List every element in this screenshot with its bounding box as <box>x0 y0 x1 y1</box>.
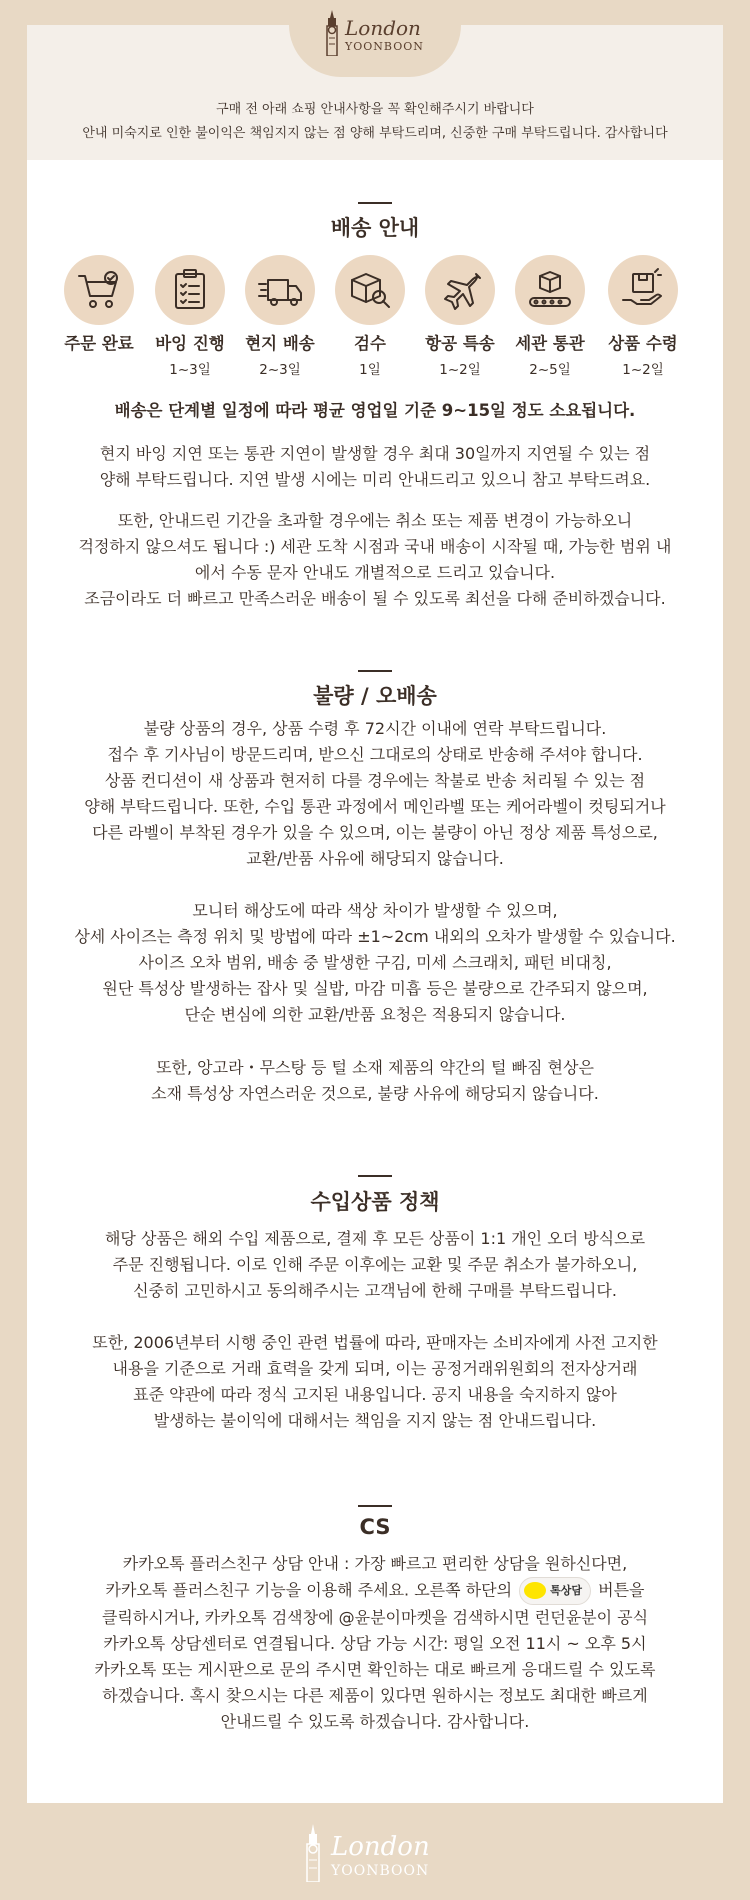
step-icon-circle <box>335 255 405 325</box>
step-duration: 1~2일 <box>439 362 481 378</box>
cs-line-with-button <box>40 1577 710 1605</box>
step-icon-circle <box>425 255 495 325</box>
delivery-truck-icon <box>256 266 304 314</box>
step-icon-circle <box>515 255 585 325</box>
kakao-bubble-icon <box>524 1582 546 1599</box>
import-title-bar <box>358 1175 392 1177</box>
top-logo <box>323 8 443 58</box>
step-receive <box>593 255 693 378</box>
text-line: 걱정하지 않으셔도 됩니다 :) 세관 도착 시점과 국내 배송이 시작될 때, 가능한 범위 내 <box>78 537 672 556</box>
text-line: 상품 컨디션이 새 상품과 현저히 다를 경우에는 착불로 반송 처리될 수 있는 점 <box>104 771 646 790</box>
defect-title: 불량 / 오배송 <box>313 684 437 708</box>
logo-caps-text: YOONBOON <box>345 40 424 53</box>
defect-paragraph-1 <box>40 716 710 872</box>
big-ben-icon <box>303 1824 323 1882</box>
text-line: 원단 특성상 발생하는 잡사 및 실밥, 마감 미흡 등은 불량으로 간주되지 않으며, <box>102 979 648 998</box>
notice-line-1: 구매 전 아래 쇼핑 안내사항을 꼭 확인해주시기 바랍니다 <box>216 102 534 117</box>
step-icon-circle <box>608 255 678 325</box>
step-duration: 2~5일 <box>529 362 571 378</box>
text-line: 다른 라벨이 부착된 경우가 있을 수 있으며, 이는 불량이 아닌 정상 제품 특성으로, <box>92 823 658 842</box>
shipping-title: 배송 안내 <box>330 216 420 240</box>
notice-line-2: 안내 미숙지로 인한 불이익은 책임지지 않는 점 양해 부탁드리며, 신중한 구매 부탁드립니다. 감사합니다 <box>82 126 668 141</box>
shipping-summary: 배송은 단계별 일정에 따라 평균 영업일 기준 9~15일 정도 소요됩니다. <box>114 401 636 420</box>
talk-button-label: 톡상담 <box>550 1584 583 1597</box>
bottom-logo <box>303 1822 443 1884</box>
kakao-talk-consult-button[interactable] <box>519 1577 591 1605</box>
text-line: 교환/반품 사유에 해당되지 않습니다. <box>246 849 504 868</box>
defect-title-bar <box>358 670 392 672</box>
airplane-icon <box>436 266 484 314</box>
step-buying <box>140 255 240 378</box>
text-line: 클릭하시거나, 카카오톡 검색창에 @윤분이마켓을 검색하시면 런던윤분이 공식 <box>101 1608 649 1627</box>
text-line: 해당 상품은 해외 수입 제품으로, 결제 후 모든 상품이 1:1 개인 오더 방식으로 <box>104 1229 646 1248</box>
step-duration: 2~3일 <box>259 362 301 378</box>
text-line: 접수 후 기사님이 방문드리며, 받으신 그대로의 상태로 반송해 주셔야 합니다. <box>107 745 643 764</box>
cs-title-bar <box>358 1505 392 1507</box>
import-title: 수입상품 정책 <box>310 1190 440 1214</box>
text-line: 안내드릴 수 있도록 하겠습니다. 감사합니다. <box>220 1712 530 1731</box>
text-line: 조금이라도 더 빠르고 만족스러운 배송이 될 수 있도록 최선을 다해 준비하겠습니다. <box>84 589 666 608</box>
cs-title: CS <box>359 1515 391 1539</box>
box-magnifier-icon <box>346 266 394 314</box>
hand-box-icon <box>619 266 667 314</box>
text-line: 소재 특성상 자연스러운 것으로, 불량 사유에 해당되지 않습니다. <box>151 1084 599 1103</box>
step-air-express <box>410 255 510 378</box>
step-icon-circle <box>155 255 225 325</box>
step-label: 항공 특송 <box>425 334 495 353</box>
defect-paragraph-3 <box>40 1055 710 1107</box>
logo-script-text: London <box>345 16 421 40</box>
text-line: 또한, 안내드린 기간을 초과할 경우에는 취소 또는 제품 변경이 가능하오니 <box>117 511 633 530</box>
text-line: 표준 약관에 따라 정식 고지된 내용입니다. 공지 내용을 숙지하지 않아 <box>133 1385 617 1404</box>
text-line: 카카오톡 플러스친구 상담 안내 : 가장 빠르고 편리한 상담을 원하신다면, <box>122 1554 628 1573</box>
defect-paragraph-2 <box>40 898 710 1028</box>
step-label: 주문 완료 <box>64 334 134 353</box>
step-order-complete <box>49 255 149 358</box>
text-line: 양해 부탁드립니다. 지연 발생 시에는 미리 안내드리고 있으니 참고 부탁드려요. <box>99 470 651 489</box>
text-segment: 버튼을 <box>598 1580 645 1600</box>
step-icon-circle <box>64 255 134 325</box>
step-duration: 1~2일 <box>622 362 664 378</box>
big-ben-icon <box>323 10 341 56</box>
text-line: 신중히 고민하시고 동의해주시는 고객님에 한해 구매를 부탁드립니다. <box>133 1281 617 1300</box>
text-segment: 카카오톡 플러스친구 기능을 이용해 주세요. 오른쪽 하단의 <box>105 1580 513 1600</box>
logo-script-text: London <box>331 1832 430 1862</box>
cart-check-icon <box>75 266 123 314</box>
text-line: 카카오톡 상담센터로 연결됩니다. 상담 가능 시간: 평일 오전 11시 ~ 오후 5시 <box>103 1634 647 1653</box>
text-line: 주문 진행됩니다. 이로 인해 주문 이후에는 교환 및 주문 취소가 불가하오니, <box>112 1255 638 1274</box>
text-line: 모니터 해상도에 따라 색상 차이가 발생할 수 있으며, <box>192 901 558 920</box>
shipping-extra-paragraph <box>40 508 710 612</box>
shipping-delay-paragraph <box>40 441 710 493</box>
text-line: 에서 수동 문자 안내도 개별적으로 드리고 있습니다. <box>194 563 556 582</box>
text-line: 내용을 기준으로 거래 효력을 갖게 되며, 이는 공정거래위원회의 전자상거래 <box>112 1359 638 1378</box>
step-label: 현지 배송 <box>245 334 315 353</box>
step-inspection <box>320 255 420 378</box>
text-line: 불량 상품의 경우, 상품 수령 후 72시간 이내에 연락 부탁드립니다. <box>143 719 607 738</box>
logo-caps-text: YOONBOON <box>331 1863 430 1879</box>
text-line: 발생하는 불이익에 대해서는 책임을 지지 않는 점 안내드립니다. <box>153 1411 597 1430</box>
step-local-delivery <box>230 255 330 378</box>
step-label: 상품 수령 <box>608 334 678 353</box>
step-duration: 1~3일 <box>169 362 211 378</box>
step-label: 검수 <box>354 334 386 353</box>
step-icon-circle <box>245 255 315 325</box>
text-line: 또한, 앙고라・무스탕 등 털 소재 제품의 약간의 털 빠짐 현상은 <box>156 1058 594 1077</box>
cs-paragraph <box>40 1551 710 1735</box>
import-paragraph-2 <box>40 1330 710 1434</box>
text-line: 현지 바잉 지연 또는 통관 지연이 발생할 경우 최대 30일까지 지연될 수 있는 점 <box>99 444 651 463</box>
clipboard-list-icon <box>166 266 214 314</box>
step-label: 바잉 진행 <box>155 334 225 353</box>
text-line: 하겠습니다. 혹시 찾으시는 다른 제품이 있다면 원하시는 정보도 최대한 빠르게 <box>102 1686 648 1705</box>
conveyor-boxes-icon <box>526 266 574 314</box>
step-customs <box>500 255 600 378</box>
text-line: 사이즈 오차 범위, 배송 중 발생한 구김, 미세 스크래치, 패턴 비대칭, <box>138 953 612 972</box>
import-paragraph-1 <box>40 1226 710 1304</box>
text-line: 양해 부탁드립니다. 또한, 수입 통관 과정에서 메인라벨 또는 케어라벨이 컷팅되거나 <box>84 797 666 816</box>
step-label: 세관 통관 <box>515 334 585 353</box>
text-line: 또한, 2006년부터 시행 중인 관련 법률에 따라, 판매자는 소비자에게 사전 고지한 <box>92 1333 658 1352</box>
step-duration: 1일 <box>359 362 381 378</box>
text-line: 카카오톡 또는 게시판으로 문의 주시면 확인하는 대로 빠르게 응대드릴 수 있도록 <box>94 1660 656 1679</box>
text-line: 단순 변심에 의한 교환/반품 요청은 적용되지 않습니다. <box>184 1005 566 1024</box>
text-line: 상세 사이즈는 측정 위치 및 방법에 따라 ±1~2cm 내외의 오차가 발생할 수 있습니다. <box>74 927 676 946</box>
shipping-title-bar <box>358 202 392 204</box>
